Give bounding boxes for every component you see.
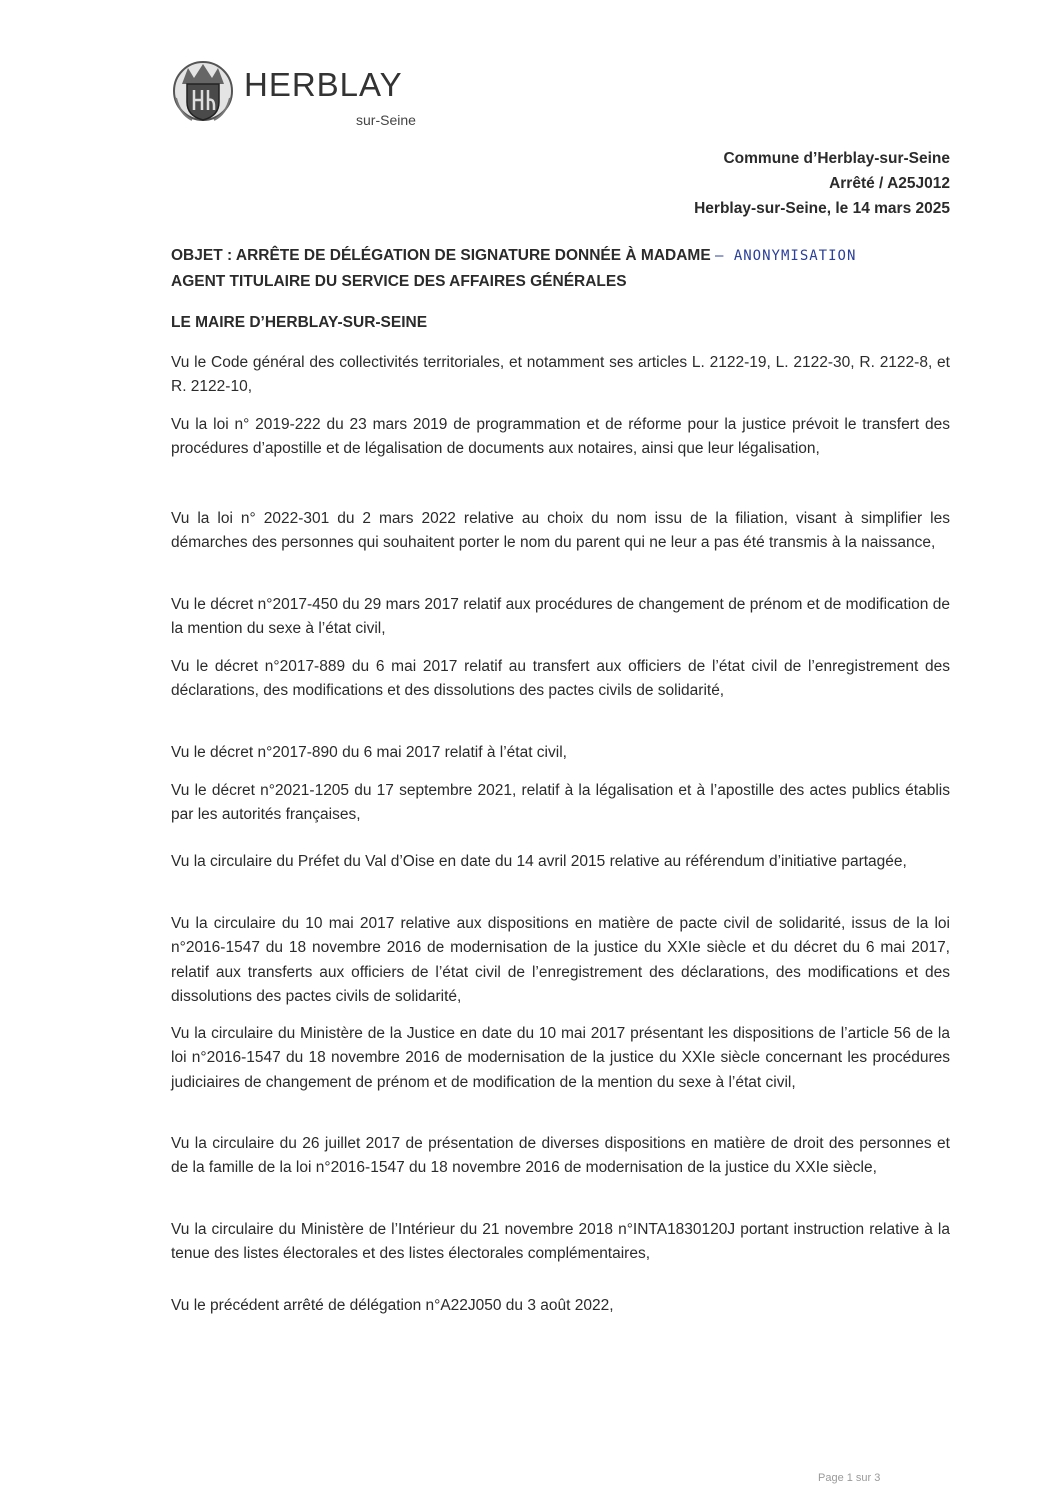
herblay-logo	[172, 58, 462, 128]
paragraph-decret-2017-889: Vu le décret n°2017-889 du 6 mai 2017 relatif au transfert aux officiers de l’état civil de l’enregistrement des déclarations, des modifications et des dissolutions des pactes civils de solidarité,	[171, 658, 950, 700]
paragraph-circulaire-2015: Vu la circulaire du Préfet du Val d’Oise en date du 14 avril 2015 relative au référendum d’initiative partagée,	[171, 853, 907, 870]
object-line-2: AGENT TITULAIRE DU SERVICE DES AFFAIRES GÉNÉRALES	[171, 273, 627, 290]
paragraph-arrete-precedent: Vu le précédent arrêté de délégation n°A22J050 du 3 août 2022,	[171, 1297, 614, 1314]
paragraph-circulaire-2017-pacs: Vu la circulaire du 10 mai 2017 relative aux dispositions en matière de pacte civil de solidarité, issus de la loi n°2016-1547 du 18 novembre 2016 de modernisation de la justice du XXIe siècle et du décret du 6 mai 2017, relatif aux transferts aux officiers de l’état civil de l’enregistrement des déclarations, des modifications et des dissolutions des pactes civils de solidarité,	[171, 915, 950, 1006]
page-number: Page 1 sur 3	[818, 1472, 881, 1484]
paragraph-loi-2022: Vu la loi n° 2022-301 du 2 mars 2022 relative au choix du nom issu de la filiation, visant à simplifier les démarches des personnes qui souhaitent porter le nom du parent qui ne leur a pas été transmis à la naissance,	[171, 510, 950, 552]
paragraph-decret-2017-450: Vu le décret n°2017-450 du 29 mars 2017 relatif aux procédures de changement de prénom et de modification de la mention du sexe à l’état civil,	[171, 596, 950, 638]
arrete-number: Arrêté / A25J012	[829, 175, 950, 192]
paragraph-circulaire-juillet-2017: Vu la circulaire du 26 juillet 2017 de présentation de diverses dispositions en matière de droit des personnes et de la famille de la loi n°2016-1547 du 18 novembre 2016 de modernisation de la justice du XXIe siècle,	[171, 1135, 950, 1177]
object-heading	[171, 243, 971, 294]
logo-subname: sur-Seine	[356, 112, 416, 128]
commune-line: Commune d’Herblay-sur-Seine	[723, 150, 950, 167]
object-line-1	[171, 243, 971, 269]
paragraph-cgct: Vu le Code général des collectivités territoriales, et notamment ses articles L. 2122-19, L. 2122-30, R. 2122-8, et R. 2122-10,	[171, 354, 950, 396]
date-line: Herblay-sur-Seine, le 14 mars 2025	[694, 200, 950, 217]
paragraph-decret-2017-890: Vu le décret n°2017-890 du 6 mai 2017 relatif à l’état civil,	[171, 744, 567, 761]
object-text: OBJET : ARRÊTE DE DÉLÉGATION DE SIGNATURE DONNÉE À MADAME	[171, 247, 711, 264]
paragraph-circulaire-interieur: Vu la circulaire du Ministère de l’Intérieur du 21 novembre 2018 n°INTA1830120J portant instruction relative à la tenue des listes électorales et des listes électorales complémentaires,	[171, 1221, 950, 1263]
handwritten-anonymisation: – ANONYMISATION	[714, 248, 857, 264]
logo-city-name: HERBLAY	[244, 66, 403, 103]
document-header	[694, 146, 950, 221]
paragraph-circulaire-justice: Vu la circulaire du Ministère de la Justice en date du 10 mai 2017 présentant les dispositions de l’article 56 de la loi n°2016-1547 du 18 novembre 2016 de modernisation de la justice du XXIe siècle concernant les procédures judiciaires de changement de prénom et de modification de la mention du sexe à l’état civil,	[171, 1025, 950, 1091]
city-crest-icon	[172, 58, 234, 124]
maire-heading: LE MAIRE D’HERBLAY-SUR-SEINE	[171, 314, 428, 331]
paragraph-loi-2019: Vu la loi n° 2019-222 du 23 mars 2019 de programmation et de réforme pour la justice prévoit le transfert des procédures d’apostille et de légalisation de documents aux notaires, ainsi que leur légalisation,	[171, 416, 950, 458]
paragraph-decret-2021: Vu le décret n°2021-1205 du 17 septembre 2021, relatif à la légalisation et à l’apostille des actes publics établis par les autorités françaises,	[171, 782, 950, 824]
